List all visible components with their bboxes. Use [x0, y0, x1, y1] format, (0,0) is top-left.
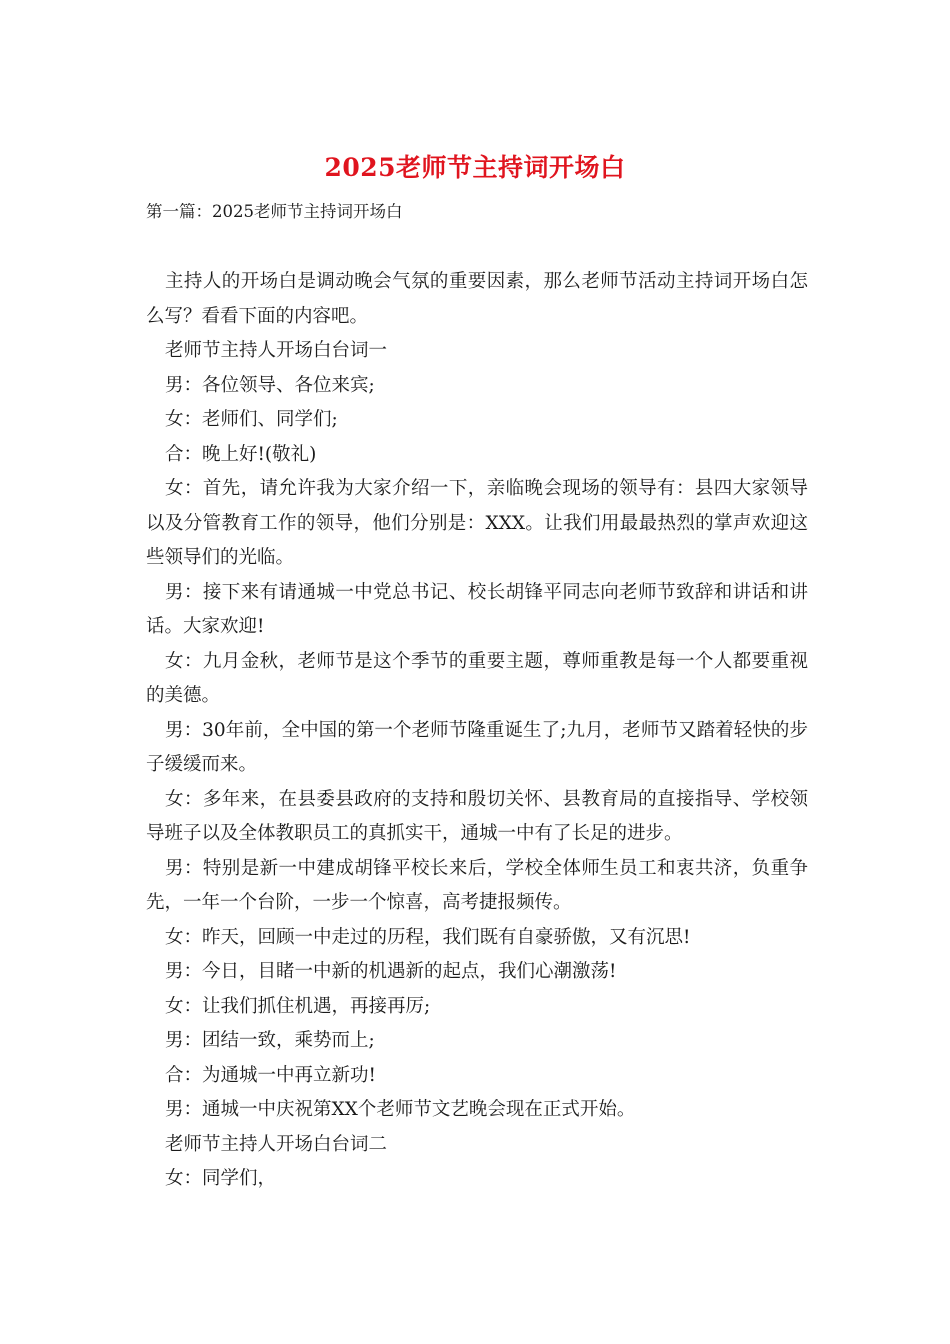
paragraph: 男：通城一中庆祝第XX个老师节文艺晚会现在正式开始。	[165, 1099, 636, 1120]
paragraph: 男：30年前，全中国的第一个老师节隆重诞生了;九月，老师节又踏着轻快的步子缓缓而来。	[146, 719, 808, 775]
document-title: 2025老师节主持词开场白	[324, 153, 626, 182]
paragraph: 女：同学们，	[165, 1168, 277, 1189]
document-body	[146, 265, 808, 1197]
paragraph: 主持人的开场白是调动晚会气氛的重要因素，那么老师节活动主持词开场白怎么写？看看下面的内容吧。	[146, 271, 808, 327]
paragraph: 老师节主持人开场白台词二	[165, 1133, 388, 1155]
paragraph: 老师节主持人开场白台词一	[165, 340, 388, 361]
paragraph: 男：特别是新一中建成胡锋平校长来后，学校全体师生员工和衷共济，负重争先，一年一个台阶，一步一个惊喜，高考捷报频传。	[146, 857, 808, 913]
paragraph: 男：团结一致，乘势而上;	[165, 1030, 375, 1051]
paragraph: 合：晚上好!(敬礼)	[165, 443, 317, 465]
paragraph: 男：各位领导、各位来宾;	[165, 374, 375, 396]
paragraph: 女：让我们抓住机遇，再接再厉;	[165, 995, 431, 1017]
paragraph: 女：多年来，在县委县政府的支持和殷切关怀、县教育局的直接指导、学校领导班子以及全体教职员工的真抓实干，通城一中有了长足的进步。	[146, 788, 808, 844]
paragraph: 女：九月金秋，老师节是这个季节的重要主题，尊师重教是每一个人都要重视的美德。	[146, 650, 808, 706]
paragraph: 女：首先，请允许我为大家介绍一下，亲临晚会现场的领导有：县四大家领导以及分管教育工作的领导，他们分别是：XXX。让我们用最最热烈的掌声欢迎这些领导们的光临。	[146, 478, 808, 568]
paragraph: 男：今日，目睹一中新的机遇新的起点，我们心潮激荡!	[165, 961, 617, 982]
paragraph: 女：老师们、同学们;	[165, 409, 338, 430]
document-subtitle: 第一篇：2025老师节主持词开场白	[146, 202, 403, 221]
paragraph: 女：昨天，回顾一中走过的历程，我们既有自豪骄傲，又有沉思!	[165, 926, 691, 948]
paragraph: 合：为通城一中再立新功!	[165, 1064, 376, 1086]
paragraph: 男：接下来有请通城一中党总书记、校长胡锋平同志向老师节致辞和讲话和讲话。大家欢迎!	[146, 581, 808, 637]
